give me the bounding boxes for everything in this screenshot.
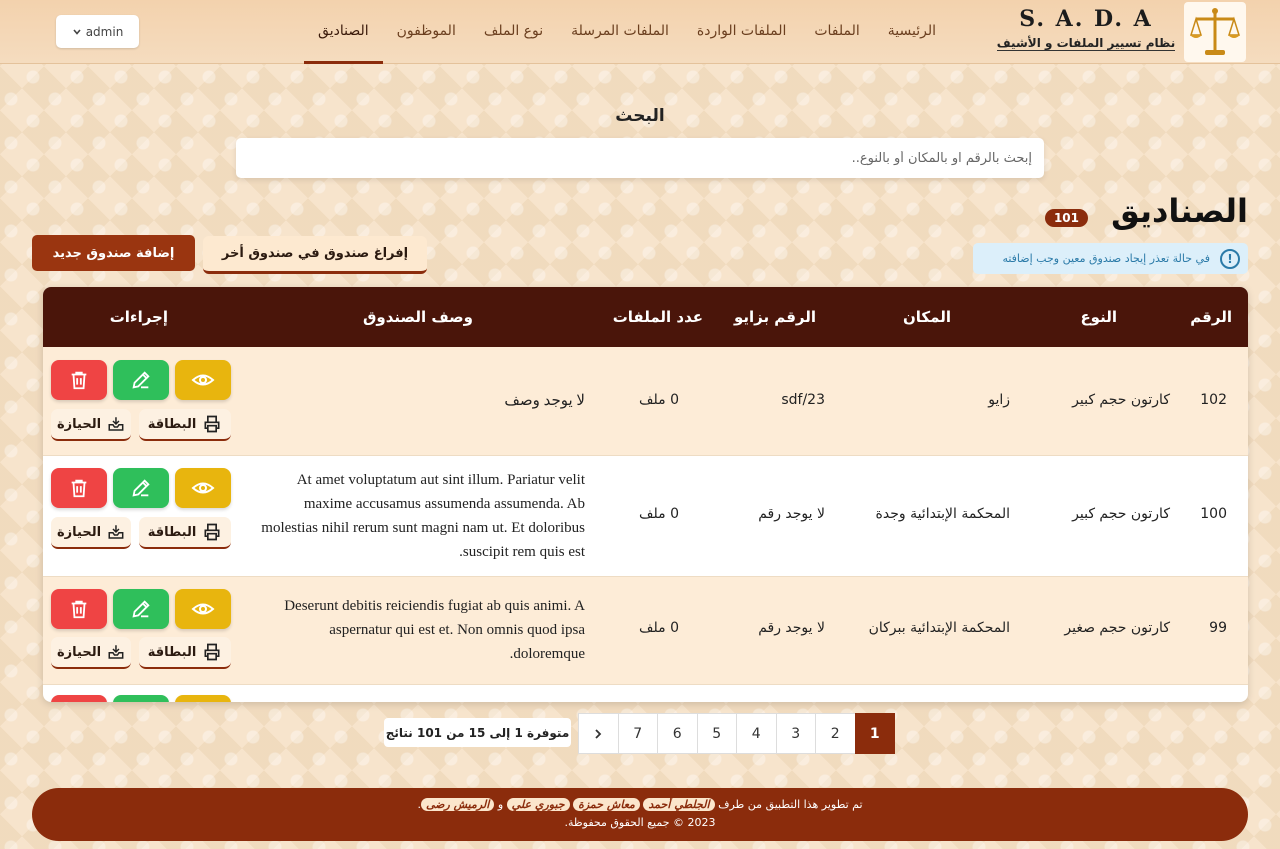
cell-type: كارتون حجم كبير bbox=[1072, 392, 1170, 408]
footer-conjunction: و bbox=[497, 798, 504, 811]
print-card-label: البطاقة bbox=[147, 644, 197, 660]
nav-home[interactable]: الرئيسية bbox=[887, 23, 936, 39]
eye-icon bbox=[191, 476, 215, 500]
trash-icon bbox=[68, 369, 90, 391]
top-navbar bbox=[0, 0, 1280, 64]
pagination-info: متوفرة 1 إلى 15 من 101 نتائج bbox=[384, 718, 571, 747]
nav-files[interactable]: الملفات bbox=[814, 23, 860, 39]
edit-button[interactable] bbox=[113, 695, 169, 702]
edit-button[interactable] bbox=[113, 589, 169, 629]
footer bbox=[32, 788, 1248, 841]
page-title: الصناديق bbox=[1111, 192, 1248, 230]
user-menu-button[interactable] bbox=[56, 15, 139, 48]
developer-name: الجلطي أحمد bbox=[643, 798, 714, 811]
page-2[interactable]: 2 bbox=[815, 713, 856, 754]
page-4[interactable]: 4 bbox=[736, 713, 777, 754]
page-7[interactable]: 7 bbox=[618, 713, 659, 754]
trash-icon bbox=[68, 598, 90, 620]
cell-number: 100 bbox=[1200, 506, 1227, 522]
cell-zaio: sdf/23 bbox=[781, 392, 825, 408]
developer-name: جبوري علي bbox=[507, 798, 570, 811]
col-actions: إجراءات bbox=[109, 308, 168, 326]
footer-credits: تم تطوير هذا التطبيق من طرف الجلطي أحمد معاش حمزة جبوري علي و الرميش رضى. bbox=[417, 798, 863, 811]
brand bbox=[996, 6, 1176, 51]
user-name: admin bbox=[85, 24, 124, 39]
view-button[interactable] bbox=[175, 468, 231, 508]
search-input[interactable] bbox=[236, 138, 1044, 178]
nav-file-type[interactable]: نوع الملف bbox=[483, 23, 544, 39]
cell-place: زايو bbox=[988, 392, 1010, 408]
nav-employees[interactable]: الموظفون bbox=[396, 23, 456, 39]
eye-icon bbox=[191, 368, 215, 392]
chevron-down-icon bbox=[72, 27, 82, 37]
table-row bbox=[43, 577, 1248, 685]
pagination bbox=[579, 713, 895, 754]
col-files-count: عدد الملفات bbox=[612, 308, 703, 326]
cell-zaio: لا يوجد رقم bbox=[758, 506, 825, 522]
col-type: النوع bbox=[1080, 308, 1117, 326]
pencil-icon bbox=[130, 369, 152, 391]
col-description: وصف الصندوق bbox=[363, 308, 473, 326]
print-card-button[interactable] bbox=[139, 637, 231, 669]
possession-button[interactable] bbox=[51, 517, 131, 549]
nav-boxes[interactable]: الصناديق bbox=[304, 0, 383, 64]
cell-number: 102 bbox=[1200, 392, 1227, 408]
possession-label: الحيازة bbox=[57, 524, 102, 540]
info-text: في حالة تعذر إيجاد صندوق معين وجب إضافته bbox=[1002, 252, 1210, 265]
printer-icon bbox=[202, 642, 222, 662]
eye-icon bbox=[191, 597, 215, 621]
delete-button[interactable] bbox=[51, 468, 107, 508]
scales-icon bbox=[1188, 5, 1242, 59]
developer-name: الرميش رضى bbox=[421, 798, 494, 811]
cell-type: كارتون حجم صغير bbox=[1064, 620, 1170, 636]
logo bbox=[1184, 2, 1246, 62]
delete-button[interactable] bbox=[51, 695, 107, 702]
table-row bbox=[43, 347, 1248, 456]
cell-files-count: 0 ملف bbox=[639, 620, 679, 636]
cell-place: المحكمة الإبتدائية وجدة bbox=[875, 506, 1010, 522]
col-number: الرقم bbox=[1190, 308, 1232, 326]
nav-sent-files[interactable]: الملفات المرسلة bbox=[571, 23, 669, 39]
inbox-download-icon bbox=[107, 522, 125, 542]
info-icon: ! bbox=[1220, 249, 1240, 269]
possession-button[interactable] bbox=[51, 637, 131, 669]
page-3[interactable]: 3 bbox=[776, 713, 817, 754]
cell-files-count: 0 ملف bbox=[639, 506, 679, 522]
view-button[interactable] bbox=[175, 360, 231, 400]
cell-description: At amet voluptatum aut sint illum. Pariatur velit maxime accusamus assumenda assumenda. Ab molestias nihil rerum sunt magni nam ut. Et doloribus suscipit rem quis est. bbox=[261, 472, 585, 560]
cell-description: Deserunt debitis reiciendis fugiat ab quis animi. A aspernatur qui est et. Non omnis quod ipsa doloremque. bbox=[284, 598, 585, 662]
chevron-right-icon bbox=[592, 728, 604, 740]
col-zaio: الرقم بزايو bbox=[733, 308, 816, 326]
view-button[interactable] bbox=[175, 589, 231, 629]
printer-icon bbox=[202, 414, 222, 434]
footer-prefix: تم تطوير هذا التطبيق من طرف bbox=[718, 798, 863, 811]
print-card-label: البطاقة bbox=[147, 524, 197, 540]
print-card-button[interactable] bbox=[139, 517, 231, 549]
page-1[interactable]: 1 bbox=[855, 713, 896, 754]
printer-icon bbox=[202, 522, 222, 542]
cell-place: المحكمة الإبتدائية ببركان bbox=[868, 620, 1010, 636]
count-badge: 101 bbox=[1045, 209, 1088, 227]
add-box-button[interactable]: إضافة صندوق جديد bbox=[32, 235, 195, 271]
pencil-icon bbox=[130, 598, 152, 620]
main-nav bbox=[304, 0, 950, 64]
edit-button[interactable] bbox=[113, 468, 169, 508]
cell-zaio: لا يوجد رقم bbox=[758, 620, 825, 636]
cell-type: كارتون حجم كبير bbox=[1072, 506, 1170, 522]
footer-copyright: 2023 © جميع الحقوق محفوظة. bbox=[564, 816, 716, 829]
delete-button[interactable] bbox=[51, 360, 107, 400]
table-row bbox=[43, 685, 1248, 702]
empty-box-button[interactable]: إفراغ صندوق في صندوق أخر bbox=[203, 236, 427, 274]
nav-incoming-files[interactable]: الملفات الواردة bbox=[696, 23, 787, 39]
info-alert bbox=[973, 243, 1248, 274]
possession-button[interactable] bbox=[51, 409, 131, 441]
delete-button[interactable] bbox=[51, 589, 107, 629]
cell-files-count: 0 ملف bbox=[639, 392, 679, 408]
view-button[interactable] bbox=[175, 695, 231, 702]
page-5[interactable]: 5 bbox=[697, 713, 738, 754]
boxes-table bbox=[43, 287, 1248, 702]
search-title: البحث bbox=[615, 106, 665, 126]
page-6[interactable]: 6 bbox=[657, 713, 698, 754]
cell-description: لا يوجد وصف bbox=[504, 393, 585, 409]
inbox-download-icon bbox=[107, 642, 125, 662]
edit-button[interactable] bbox=[113, 360, 169, 400]
trash-icon bbox=[68, 477, 90, 499]
print-card-label: البطاقة bbox=[147, 416, 197, 432]
brand-name: S. A. D. A bbox=[1019, 6, 1153, 32]
cell-number: 99 bbox=[1209, 620, 1227, 636]
col-place: المكان bbox=[903, 308, 951, 326]
table-header bbox=[43, 287, 1248, 347]
possession-label: الحيازة bbox=[57, 416, 102, 432]
developer-name: معاش حمزة bbox=[573, 798, 640, 811]
pencil-icon bbox=[130, 477, 152, 499]
possession-label: الحيازة bbox=[57, 644, 102, 660]
brand-subtitle: نظام تسيير الملفات و الأشيف bbox=[996, 36, 1176, 50]
inbox-download-icon bbox=[107, 414, 125, 434]
next-page-button[interactable] bbox=[578, 713, 619, 754]
table-row bbox=[43, 456, 1248, 577]
print-card-button[interactable] bbox=[139, 409, 231, 441]
